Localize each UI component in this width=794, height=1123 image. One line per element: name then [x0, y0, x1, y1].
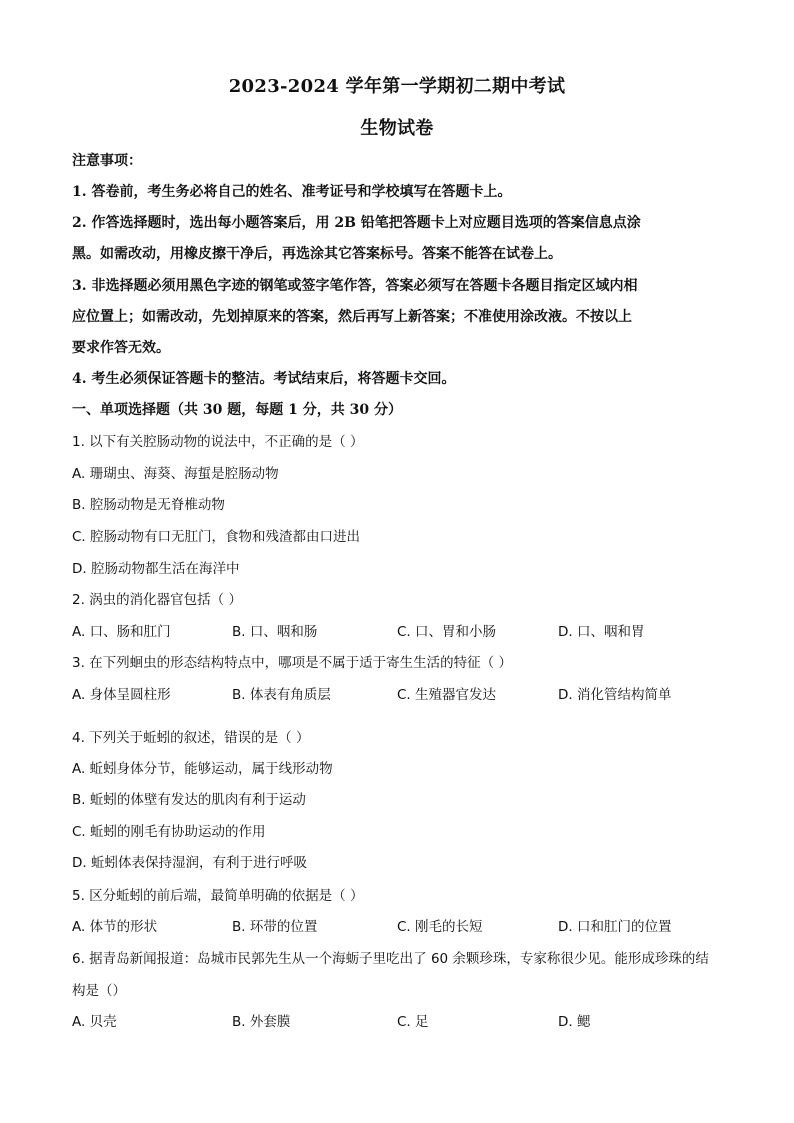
question-option: A. 蚯蚓身体分节，能够运动，属于线形动物 [72, 761, 333, 777]
question-option: A. 口、肠和肛门 [72, 624, 171, 640]
question-stem: 6. 据青岛新闻报道：岛城市民郭先生从一个海蛎子里吃出了 60 余颗珍珠，专家称很少见。能形成珍珠的结 [72, 951, 709, 967]
option-row [72, 685, 722, 705]
question-stem: 4. 下列关于蚯蚓的叙述，错误的是（ ） [72, 730, 310, 746]
question-option: A. 珊瑚虫、海葵、海蜇是腔肠动物 [72, 466, 279, 482]
option-row [72, 917, 722, 937]
note-line: 3. 非选择题必须用黑色字迹的钢笔或签字笔作答，答案必须写在答题卡各题目指定区域内相 [72, 278, 638, 294]
note-line: 要求作答无效。 [72, 340, 170, 356]
question-option: D. 蚯蚓体表保持湿润，有利于进行呼吸 [72, 855, 307, 871]
question-option: B. 体表有角质层 [232, 687, 331, 703]
question-option: D. 口和肛门的位置 [558, 919, 672, 935]
question-option: A. 身体呈圆柱形 [72, 687, 171, 703]
question-stem-continued: 构是（） [72, 983, 126, 999]
option-row [72, 1012, 722, 1032]
question-option: B. 口、咽和肠 [232, 624, 318, 640]
question-stem: 1. 以下有关腔肠动物的说法中，不正确的是（ ） [72, 434, 364, 450]
question-option: A. 体节的形状 [72, 919, 158, 935]
question-option: B. 腔肠动物是无脊椎动物 [72, 497, 225, 513]
question-option: D. 消化管结构简单 [558, 687, 672, 703]
section-heading: 一、单项选择题（共 30 题，每题 1 分，共 30 分） [72, 402, 402, 418]
option-row [72, 622, 722, 642]
note-line: 应位置上；如需改动，先划掉原来的答案，然后再写上新答案；不准使用涂改液。不按以上 [72, 309, 632, 325]
question-option: B. 外套膜 [232, 1014, 291, 1030]
note-line: 2. 作答选择题时，选出每小题答案后，用 2B 铅笔把答题卡上对应题目选项的答案信息点涂 [72, 215, 641, 231]
question-stem: 2. 涡虫的消化器官包括（ ） [72, 592, 242, 608]
question-option: C. 腔肠动物有口无肛门，食物和残渣都由口进出 [72, 529, 361, 545]
question-option: C. 生殖器官发达 [397, 687, 497, 703]
question-option: B. 环带的位置 [232, 919, 318, 935]
question-option: D. 口、咽和胃 [558, 624, 645, 640]
question-option: C. 足 [397, 1014, 429, 1030]
question-option: B. 蚯蚓的体壁有发达的肌肉有利于运动 [72, 792, 306, 808]
note-line: 黑。如需改动，用橡皮擦干净后，再选涂其它答案标号。答案不能答在试卷上。 [72, 246, 562, 262]
question-option: D. 腔肠动物都生活在海洋中 [72, 561, 240, 577]
question-option: D. 鳃 [558, 1014, 591, 1030]
question-option: A. 贝壳 [72, 1014, 117, 1030]
question-option: C. 蚯蚓的刚毛有协助运动的作用 [72, 824, 266, 840]
exam-title: 2023-2024 学年第一学期初二期中考试 [228, 76, 566, 97]
notes-heading: 注意事项： [72, 153, 142, 169]
note-line: 1. 答卷前，考生务必将自己的姓名、准考证号和学校填写在答题卡上。 [72, 184, 512, 200]
question-option: C. 刚毛的长短 [397, 919, 483, 935]
exam-subject-title: 生物试卷 [360, 118, 434, 139]
question-stem: 5. 区分蚯蚓的前后端，最简单明确的依据是（ ） [72, 888, 364, 904]
question-stem: 3. 在下列蛔虫的形态结构特点中，哪项是不属于适于寄生生活的特征（ ） [72, 655, 512, 671]
note-line: 4. 考生必须保证答题卡的整洁。考试结束后，将答题卡交回。 [72, 371, 456, 387]
question-option: C. 口、胃和小肠 [397, 624, 497, 640]
